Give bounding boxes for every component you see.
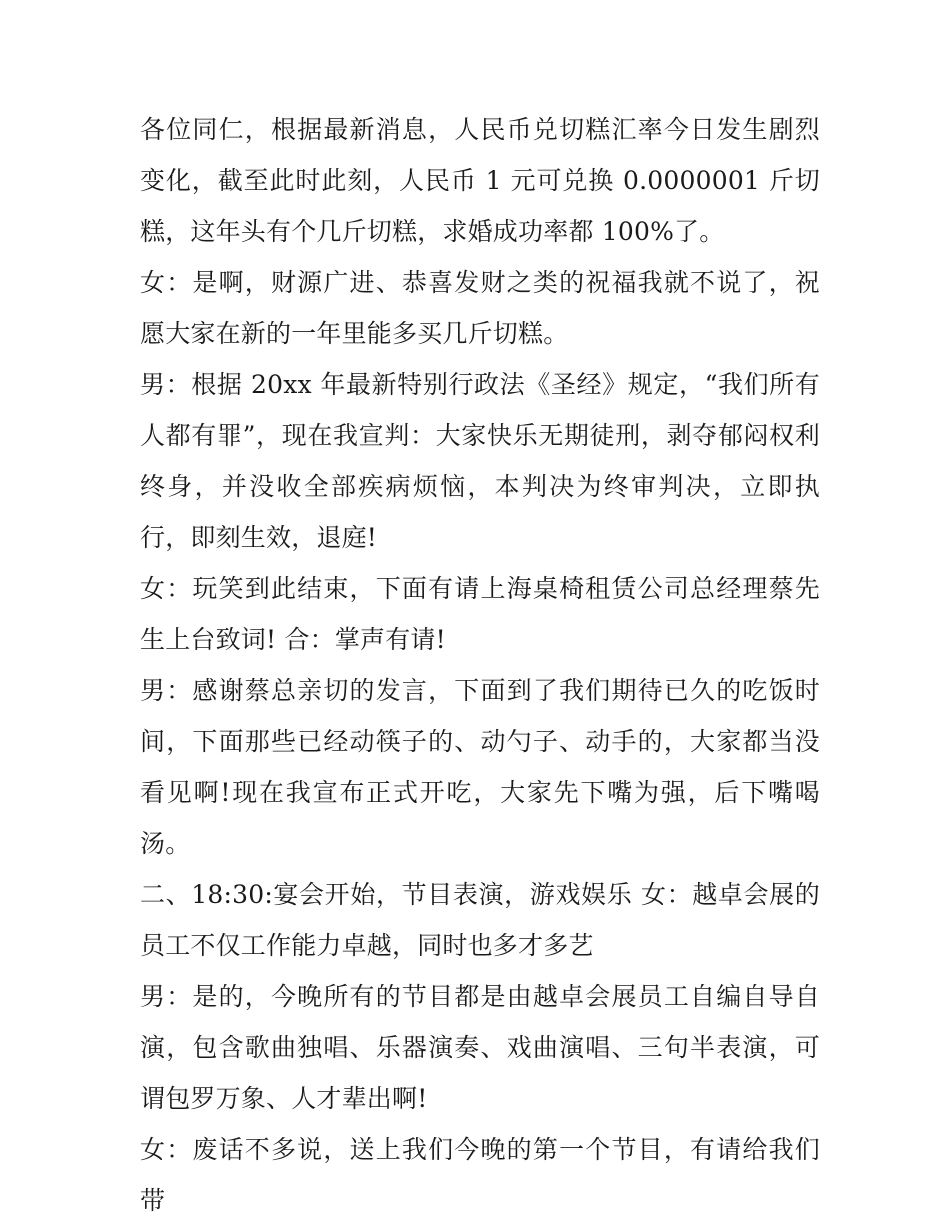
paragraph-exchange-rate: 各位同仁，根据最新消息，人民币兑切糕汇率今日发生剧烈变化，截至此时此刻，人民币 1 元可兑换 0.0000001 斤切糕，这年头有个几斤切糕，求婚成功率都 100%了。: [140, 115, 820, 246]
paragraph-female-first-act: 女：废话不多说，送上我们今晚的第一个节目，有请给我们带: [140, 1135, 820, 1215]
paragraph-male-dinner: 男：感谢蔡总亲切的发言，下面到了我们期待已久的吃饭时间，下面那些已经动筷子的、动勺子、动手的，大家都当没看见啊!现在我宣布正式开吃，大家先下嘴为强，后下嘴喝汤。: [140, 676, 820, 858]
paragraph-banquet-start: 二、18:30:宴会开始，节目表演，游戏娱乐 女：越卓会展的员工不仅工作能力卓越，同时也多才多艺: [140, 880, 820, 960]
document-body: [140, 104, 820, 1226]
paragraph-male-verdict: 男：根据 20xx 年最新特别行政法《圣经》规定，“我们所有人都有罪”，现在我宣判：大家快乐无期徒刑，剥夺郁闷权利终身，并没收全部疾病烦恼，本判决为终审判决，立即执行，即刻生效，退庭!: [140, 370, 820, 552]
paragraph-female-blessing: 女：是啊，财源广进、恭喜发财之类的祝福我就不说了，祝愿大家在新的一年里能多买几斤切糕。: [140, 268, 820, 348]
paragraph-female-invite: 女：玩笑到此结束，下面有请上海桌椅租赁公司总经理蔡先生上台致词! 合：掌声有请!: [140, 574, 820, 654]
paragraph-male-programs: 男：是的，今晚所有的节目都是由越卓会展员工自编自导自演，包含歌曲独唱、乐器演奏、戏曲演唱、三句半表演，可谓包罗万象、人才辈出啊!: [140, 982, 820, 1113]
